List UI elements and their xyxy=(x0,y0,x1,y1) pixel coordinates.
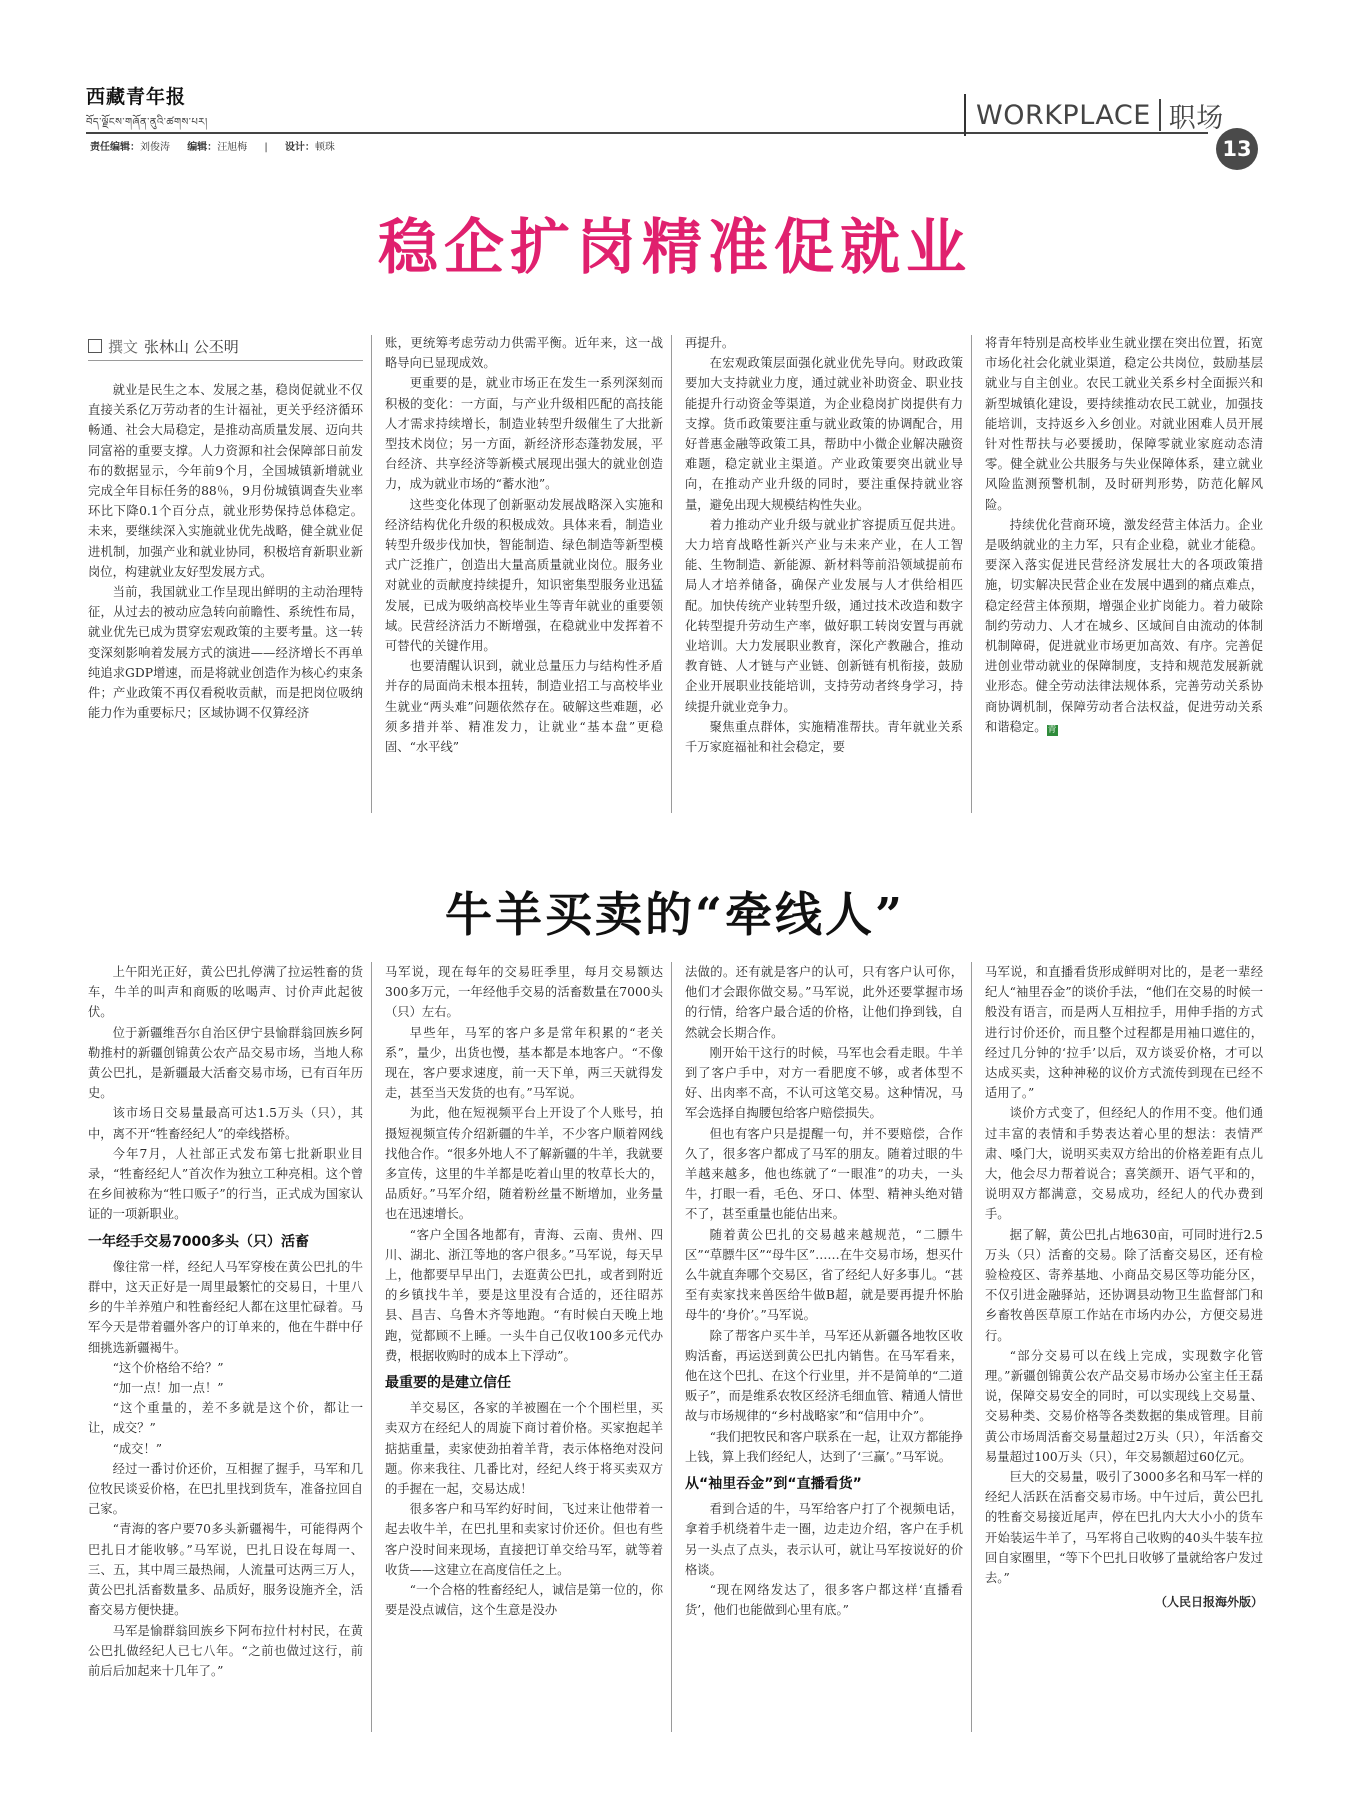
end-mark-icon: 青 xyxy=(1047,724,1057,735)
paragraph: 再提升。 xyxy=(685,336,735,350)
masthead-title: 西藏青年报 xyxy=(86,86,187,108)
editor-name-3: 顿珠 xyxy=(314,142,335,153)
editor-name-2: 汪旭梅 xyxy=(217,142,248,153)
paragraph: 但也有客户只是提醒一句，并不要赔偿，合作久了，很多客户都成了马军的朋友。随着过眼的牛羊越来越多，他也练就了“一眼准”的功夫，一头牛，打眼一看，毛色、牙口、体型、精神头绝对错不了，甚至重量也能估出来。 xyxy=(685,1126,963,1222)
paragraph: 账，更统筹考虑劳动力供需平衡。近年来，这一战略导向已显现成效。 xyxy=(385,336,663,371)
column-divider xyxy=(371,962,372,1732)
article1-column-4 xyxy=(985,333,1263,813)
paragraph: 聚焦重点群体，实施精准帮扶。青年就业关系千万家庭福祉和社会稳定，要 xyxy=(685,719,963,755)
paragraph: 更重要的是，就业市场正在发生一系列深刻而积极的变化：一方面，与产业升级相匹配的高技能人才需求持续增长，制造业转型升级催生了大批新型技术岗位；另一方面，新经济形态蓬勃发展，平台经济、共享经济等新模式展现出强大的就业创造力，成为就业市场的“蓄水池”。 xyxy=(385,376,663,492)
section-label xyxy=(964,94,1224,136)
article2-headline: 牛羊买卖的“牵线人” xyxy=(444,888,906,943)
section-subhead: 一年经手交易7000多头（只）活畜 xyxy=(88,1233,309,1250)
editor-label-3: 设计： xyxy=(284,142,315,153)
column-divider xyxy=(971,962,972,1732)
paragraph: 谈价方式变了，但经纪人的作用不变。他们通过丰富的表情和手势表达着心里的想法：表情严肃、嗓门大，说明买卖双方给出的价格差距有点儿大，他会尽力帮着说合；喜笑颜开、语气平和的，说明双方都满意，交易成功，经纪人的代办费到手。 xyxy=(985,1106,1263,1222)
paragraph: “青海的客户要70多头新疆褐牛，可能得两个巴扎日才能收够。”马军说，巴扎日设在每周一、三、五，其中周三最热闹，人流量可达两三万人，黄公巴扎活畜数量多、品质好，服务设施齐全，活畜交易方便快捷。 xyxy=(88,1522,363,1618)
byline-authors: 张林山 公丕明 xyxy=(144,338,239,356)
paragraph: 早些年，马军的客户多是常年积累的“老关系”，量少，出货也慢，基本都是本地客户。“不像现在，客户要求速度，前一天下单，两三天就得发走，甚至当天发货的也有。”马军说。 xyxy=(385,1025,663,1101)
paragraph: 今年7月，人社部正式发布第七批新职业目录，“牲畜经纪人”首次作为独立工种亮相。这个曾在乡间被称为“牲口贩子”的行当，正式成为国家认证的一项新职业。 xyxy=(88,1146,363,1222)
paragraph: 马军是愉群翁回族乡下阿布拉什村村民，在黄公巴扎做经纪人已七八年。“之前也做过这行，前前后后加起来十几年了。” xyxy=(88,1623,363,1678)
masthead-subtitle: བོད་ལྗོངས་གཞོན་ནུའི་ཚགས་པར། xyxy=(86,117,208,128)
paragraph: 很多客户和马军约好时间，飞过来让他带着一起去收牛羊，在巴扎里和卖家讨价还价。但也有些客户没时间来现场，直接把订单交给马军，就等着收货——这建立在高度信任之上。 xyxy=(385,1502,663,1577)
paragraph: 马军说，和直播看货形成鲜明对比的，是老一辈经纪人“袖里吞金”的谈价手法，“他们在交易的时候一般没有语言，而是两人互相拉手，用伸手指的方式进行讨价还价，而且整个过程都是用袖口遮住的，经过几分钟的‘拉手’以后，双方谈妥价格，才可以达成买卖，这种神秘的议价方式流传到现在已经不适用了。” xyxy=(985,965,1263,1101)
section-divider xyxy=(1159,99,1161,131)
paragraph: 这些变化体现了创新驱动发展战略深入实施和经济结构优化升级的积极成效。具体来看，制造业转型升级步伐加快，智能制造、绿色制造等新型模式广泛推广，创造出大量高质量就业岗位。服务业对就业的贡献度持续提升，知识密集型服务业迅猛发展，已成为吸纳高校毕业生等青年就业的重要领域。民营经济活力不断增强，在稳就业中发挥着不可替代的关键作用。 xyxy=(385,497,663,654)
article2-column-1 xyxy=(88,962,363,1732)
editor-name-1: 刘俊涛 xyxy=(140,142,170,153)
paragraph: 羊交易区，各家的羊被圈在一个个围栏里，买卖双方在经纪人的周旋下商讨着价格。买家抱起羊掂掂重量，卖家使劲拍着羊背，表示体格绝对没问题。你来我往、几番比对，经纪人终于将买卖双方的手握在一起，交易达成！ xyxy=(385,1401,663,1497)
paragraph: “加一点！加一点！” xyxy=(112,1381,224,1396)
paragraph: 着力推动产业升级与就业扩容提质互促共进。大力培育战略性新兴产业与未来产业，在人工智能、生物制造、新能源、新材料等前沿领域提前布局人才培养储备，确保产业发展与人才供给相匹配。加快传统产业转型升级，通过技术改造和数字化转型提升劳动生产率，做好职工转岗安置与再就业培训。大力发展职业教育，深化产教融合，推动教育链、人才链与产业链、创新链有机衔接，鼓励企业开展职业技能培训，支持劳动者终身学习，持续提升就业竞争力。 xyxy=(685,517,963,714)
article1-byline xyxy=(88,336,239,357)
article1-column-1 xyxy=(88,380,363,812)
article2-column-2 xyxy=(385,962,663,1732)
byline-rule xyxy=(88,360,363,361)
editor-divider: | xyxy=(264,142,268,153)
paragraph: 据了解，黄公巴扎占地630亩，可同时进行2.5万头（只）活畜的交易。除了活畜交易区，还有检验检疫区、寄养基地、小商品交易区等功能分区，不仅引进金融驿站，还协调县动物卫生监督部门和乡畜牧兽医草原工作站在市场内办公，方便交易进行。 xyxy=(985,1227,1263,1343)
source-credit: （人民日报海外版） xyxy=(1154,1595,1263,1610)
section-label-cn: 职场 xyxy=(1168,102,1224,134)
paragraph: “一个合格的牲畜经纪人，诚信是第一位的，你要是没点诚信，这个生意是没办 xyxy=(385,1583,663,1618)
paragraph: 法做的。还有就是客户的认可，只有客户认可你，他们才会跟你做交易。”马军说，此外还要掌握市场的行情，给客户最合适的价格，让他们挣到钱，自然就会长期合作。 xyxy=(685,965,963,1040)
paragraph: 就业是民生之本、发展之基，稳岗促就业不仅直接关系亿万劳动者的生计福祉，更关乎经济循环畅通、社会大局稳定，是推动高质量发展、迈向共同富裕的重要支撑。人力资源和社会保障部日前发布的数据显示，今年前9个月，全国城镇新增就业完成全年目标任务的88％，9月份城镇调查失业率环比下降0.1个百分点，就业形势保持总体稳定。未来，要继续深入实施就业优先战略，健全就业促进机制，加强产业和就业协同，积极培育新职业新岗位，构建就业友好型发展方式。 xyxy=(88,383,363,579)
paragraph: “这个重量的，差不多就是这个价，都让一让，成交？” xyxy=(88,1401,363,1436)
paragraph: 随着黄公巴扎的交易越来越规范，“二膘牛区”“草膘牛区”“母牛区”……在牛交易市场，想买什么牛就直奔哪个交易区，省了经纪人好多事儿。“甚至有卖家找来兽医给牛做B超，就是要再提升怀胎母牛的‘身价’。”马军说。 xyxy=(685,1227,963,1323)
paragraph: “成交！” xyxy=(112,1441,163,1456)
section-subhead: 从“袖里吞金”到“直播看货” xyxy=(685,1476,862,1493)
paragraph: “我们把牧民和客户联系在一起，让双方都能挣上钱，算上我们经纪人，达到了‘三赢’。”马军说。 xyxy=(685,1429,963,1464)
paragraph: 将青年特别是高校毕业生就业摆在突出位置，拓宽市场化社会化就业渠道，稳定公共岗位，鼓励基层就业与自主创业。农民工就业关系乡村全面振兴和新型城镇化建设，要持续推动农民工就业，加强技能培训，支持返乡入乡创业。对就业困难人员开展针对性帮扶与必要援助，保障零就业家庭动态清零。健全就业公共服务与失业保障体系，建立就业风险监测预警机制，及时研判形势，防范化解风险。 xyxy=(985,336,1263,512)
paragraph: 当前，我国就业工作呈现出鲜明的主动治理特征，从过去的被动应急转向前瞻性、系统性布局，就业优先已成为贯穿宏观政策的主要考量。这一转变深刻影响着发展方式的演进——经济增长不再单纯追求GDP增速，而是将就业创造作为核心约束条件；产业政策不再仅看税收贡献，而是把岗位吸纳能力作为重要标尺；区域协调不仅算经济 xyxy=(88,585,363,721)
column-divider xyxy=(971,335,972,813)
editor-label-1: 责任编辑： xyxy=(90,142,140,153)
paragraph xyxy=(985,515,1263,737)
article1-column-2 xyxy=(385,333,663,813)
section-label-en: WORKPLACE xyxy=(976,99,1151,131)
paragraph: 除了帮客户买牛羊，马军还从新疆各地牧区收购活畜，再运送到黄公巴扎内销售。在马军看来，他在这个巴扎、在这个行业里，并不是简单的“二道贩子”，而是维系农牧区经济毛细血管、精通人情世故与市场规律的“乡村战略家”和“信用中介”。 xyxy=(685,1328,963,1424)
editor-credits xyxy=(90,138,349,153)
paragraph: 上午阳光正好，黄公巴扎停满了拉运牲畜的货车，牛羊的叫声和商贩的吆喝声、讨价声此起彼伏。 xyxy=(88,965,363,1020)
paragraph: “部分交易可以在线上完成，实现数字化管理。”新疆创锦黄公农产品交易市场办公室主任王磊说，保障交易安全的同时，可以实现线上交易量、交易种类、交易价格等各类数据的集成管理。目前黄公市场周活畜交易量超过2万头（只），年活畜交易量超过100万头（只），年交易额超过60亿元。 xyxy=(985,1348,1263,1464)
paragraph: 该市场日交易量最高可达1.5万头（只），其中，离不开“牲畜经纪人”的牵线搭桥。 xyxy=(88,1106,363,1141)
section-subhead: 最重要的是建立信任 xyxy=(385,1375,511,1392)
paragraph: “客户全国各地都有，青海、云南、贵州、四川、湖北、浙江等地的客户很多。”马军说，每天早上，他都要早早出门，去逛黄公巴扎，或者到附近的乡镇找牛羊，要是这里没有合适的，还往昭苏县、昌吉、乌鲁木齐等地跑。“有时候白天晚上地跑，觉都顾不上睡。一头牛自己仅收100多元代办费，根据收购时的成本上下浮动”。 xyxy=(385,1227,663,1363)
paragraph: 像往常一样，经纪人马军穿梭在黄公巴扎的牛群中，这天正好是一周里最繁忙的交易日，十里八乡的牛羊养殖户和牲畜经纪人都在这里忙碌着。马军今天是带着疆外客户的订单来的，他在牛群中仔细挑选新疆褐牛。 xyxy=(88,1259,363,1355)
pen-icon xyxy=(88,339,102,353)
paragraph: “现在网络发达了，很多客户都这样‘直播看货’，他们也能做到心里有底。” xyxy=(685,1583,963,1618)
paragraph: 经过一番讨价还价，互相握了握手，马军和几位牧民谈妥价格，在巴扎里找到货车，准备拉回自己家。 xyxy=(88,1461,363,1517)
page-number-badge: 13 xyxy=(1216,128,1258,170)
editor-label-2: 编辑： xyxy=(187,142,218,153)
article2-column-3 xyxy=(685,962,963,1732)
paragraph: “这个价格给不给？” xyxy=(112,1360,224,1375)
paragraph: 刚开始干这行的时候，马军也会看走眼。牛羊到了客户手中，对方一看肥度不够，或者体型不好、出肉率不高，不认可这笔交易。这种情况，马军会选择自掏腰包给客户赔偿损失。 xyxy=(685,1045,963,1121)
masthead xyxy=(86,82,208,139)
paragraph: 为此，他在短视频平台上开设了个人账号，拍摄短视频宣传介绍新疆的牛羊，不少客户顺着网线找他合作。“很多外地人不了解新疆的牛羊，我就要多宣传，这里的牛羊都是吃着山里的牧草长大的，品质好。”马军介绍，随着粉丝量不断增加，业务量也在迅速增长。 xyxy=(385,1106,663,1222)
column-divider xyxy=(371,335,372,813)
paragraph: 马军说，现在每年的交易旺季里，每月交易额达300多万元，一年经他手交易的活畜数量在7000头（只）左右。 xyxy=(385,965,663,1020)
paragraph: 看到合适的牛，马军给客户打了个视频电话，拿着手机绕着牛走一圈，边走边介绍，客户在手机另一头点了点头，表示认可，就让马军按说好的价格谈。 xyxy=(685,1502,963,1577)
article1-headline: 稳企扩岗精准促就业 xyxy=(378,213,972,283)
paragraph: 也要清醒认识到，就业总量压力与结构性矛盾并存的局面尚未根本扭转，制造业招工与高校毕业生就业“两头难”问题依然存在。破解这些难题，必须多措并举、精准发力，让就业“基本盘”更稳固、“水平线” xyxy=(385,659,663,755)
paragraph: 位于新疆维吾尔自治区伊宁县愉群翁回族乡阿勒推村的新疆创锦黄公农产品交易市场，当地人称黄公巴扎，是新疆最大活畜交易市场，已有百年历史。 xyxy=(88,1025,363,1101)
article2-column-4 xyxy=(985,962,1263,1732)
paragraph: 巨大的交易量，吸引了3000多名和马军一样的经纪人活跃在活畜交易市场。中午过后，黄公巴扎的牲畜交易接近尾声，停在巴扎内大大小小的货车开始装运牛羊了，马军将自己收购的40头牛装车拉回自家圈里，“等下个巴扎日收够了量就给客户发过去。” xyxy=(985,1470,1263,1586)
column-divider xyxy=(671,335,672,813)
byline-label: 撰文 xyxy=(108,338,139,356)
paragraph-text: 持续优化营商环境，激发经营主体活力。企业是吸纳就业的主力军，只有企业稳，就业才能稳。要深入落实促进民营经济发展壮大的各项政策措施，切实解决民营企业在发展中遇到的痛点难点，稳定经营主体预期，增强企业扩岗能力。着力破除制约劳动力、人才在城乡、区域间自由流动的体制机制障碍，促进就业市场更加高效、有序。完善促进创业带动就业的保障制度，支持和规范发展新就业形态。健全劳动法律法规体系，完善劳动关系协商协调机制，保障劳动者合法权益，促进劳动关系和谐稳定。 xyxy=(985,517,1263,734)
article1-column-3 xyxy=(685,333,963,813)
paragraph: 在宏观政策层面强化就业优先导向。财政政策要加大支持就业力度，通过就业补助资金、职业技能提升行动资金等渠道，为企业稳岗扩岗提供有力支撑。货币政策要注重与就业政策的协调配合，用好普惠金融等政策工具，帮助中小微企业解决融资难题，稳定就业主渠道。产业政策要突出就业导向，在推动产业升级的同时，要注重保持就业容量，避免出现大规模结构性失业。 xyxy=(685,356,963,512)
column-divider xyxy=(671,962,672,1732)
